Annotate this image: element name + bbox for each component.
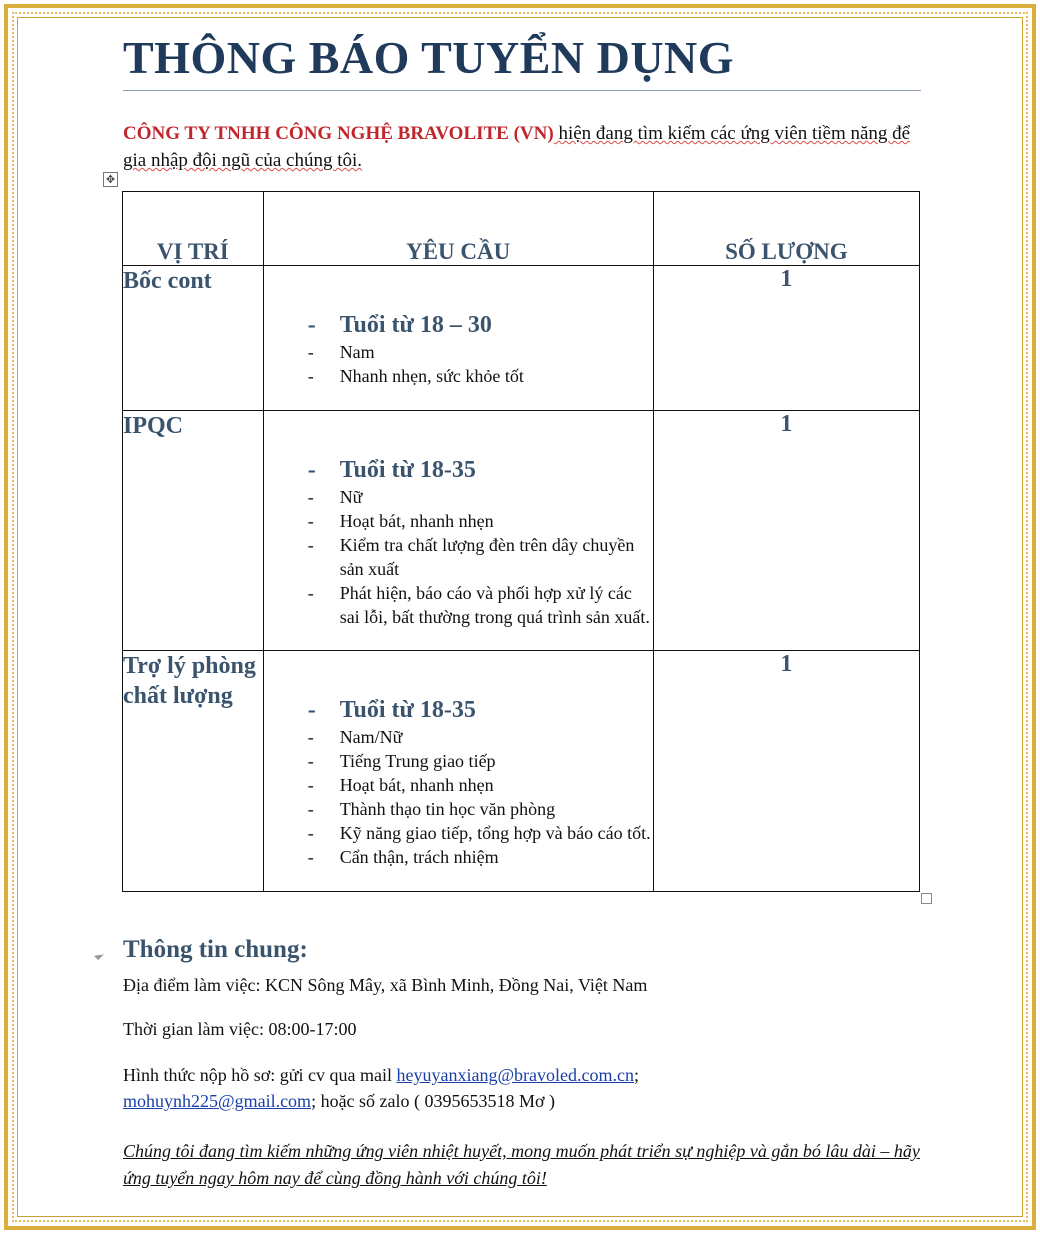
list-item: - Nữ [308,485,653,509]
list-item: - Tuổi từ 18-35 [308,695,653,725]
info-heading: Thông tin chung: [123,936,308,963]
table-row [123,266,920,411]
work-hours: Thời gian làm việc: 08:00-17:00 [123,1019,357,1039]
apply-method [123,1062,923,1114]
list-item: - Nhanh nhẹn, sức khỏe tốt [308,364,653,388]
list-item: - Hoạt bát, nhanh nhẹn [308,509,653,533]
work-location: Địa điểm làm việc: KCN Sông Mây, xã Bình Minh, Đồng Nai, Việt Nam [123,975,648,995]
position-cell: Trợ lý phòng chất lượng [123,651,264,892]
quantity-cell: 1 [653,266,919,411]
apply-suffix: ; hoặc số zalo ( 0395653518 Mơ ) [311,1091,556,1111]
table-move-handle-icon[interactable]: ✥ [103,172,118,187]
quantity-cell: 1 [653,411,919,651]
table-row [123,651,920,892]
company-name: CÔNG TY TNHH CÔNG NGHỆ BRAVOLITE (VN) [123,123,554,144]
requirements-cell [263,411,653,651]
position-cell: Bốc cont [123,266,264,411]
page-title: THÔNG BÁO TUYỂN DỤNG [123,32,735,83]
list-item: - Kiểm tra chất lượng đèn trên dây chuyền sản xuất [308,533,653,581]
apply-separator: ; [634,1065,640,1085]
list-item: - Tuổi từ 18-35 [308,455,653,485]
list-item: - Cẩn thận, trách nhiệm [308,845,653,869]
requirements-cell [263,266,653,411]
list-item: - Tuổi từ 18 – 30 [308,310,653,340]
list-item: - Nam [308,340,653,364]
list-item: - Tiếng Trung giao tiếp [308,749,653,773]
table-row [123,411,920,651]
position-cell: IPQC [123,411,264,651]
apply-prefix: Hình thức nộp hồ sơ: gửi cv qua mail [123,1065,397,1085]
list-item: - Nam/Nữ [308,725,653,749]
requirements-cell [263,651,653,892]
header-position: VỊ TRÍ [123,192,264,266]
quantity-cell: 1 [653,651,919,892]
list-item: - Phát hiện, báo cáo và phối hợp xử lý các sai lỗi, bất thường trong quá trình sản xuất. [308,581,653,629]
email-link-1[interactable]: heyuyanxiang@bravoled.com.cn [396,1065,634,1085]
title-divider [123,90,921,91]
intro-text: hiện đang tìm kiếm các ứng viên tiềm năng để gia nhập đội ngũ của chúng tôi. [123,123,911,171]
closing-statement: Chúng tôi đang tìm kiếm những ứng viên nhiệt huyết, mong muốn phát triển sự nghiệp và gắn bó lâu dài – hãy ứng tuyển ngay hôm nay để cùng đồng hành với chúng tôi! [123,1141,920,1188]
list-item: - Hoạt bát, nhanh nhẹn [308,773,653,797]
jobs-table [122,191,920,892]
list-item: - Thành thạo tin học văn phòng [308,797,653,821]
intro-paragraph [123,120,913,174]
table-resize-handle[interactable] [921,893,932,904]
email-link-2[interactable]: mohuynh225@gmail.com [123,1091,312,1111]
header-quantity: SỐ LƯỢNG [653,192,919,266]
table-header-row [123,192,920,266]
header-requirements: YÊU CẦU [263,192,653,266]
list-item: - Kỹ năng giao tiếp, tổng hợp và báo cáo tốt. [308,821,653,845]
